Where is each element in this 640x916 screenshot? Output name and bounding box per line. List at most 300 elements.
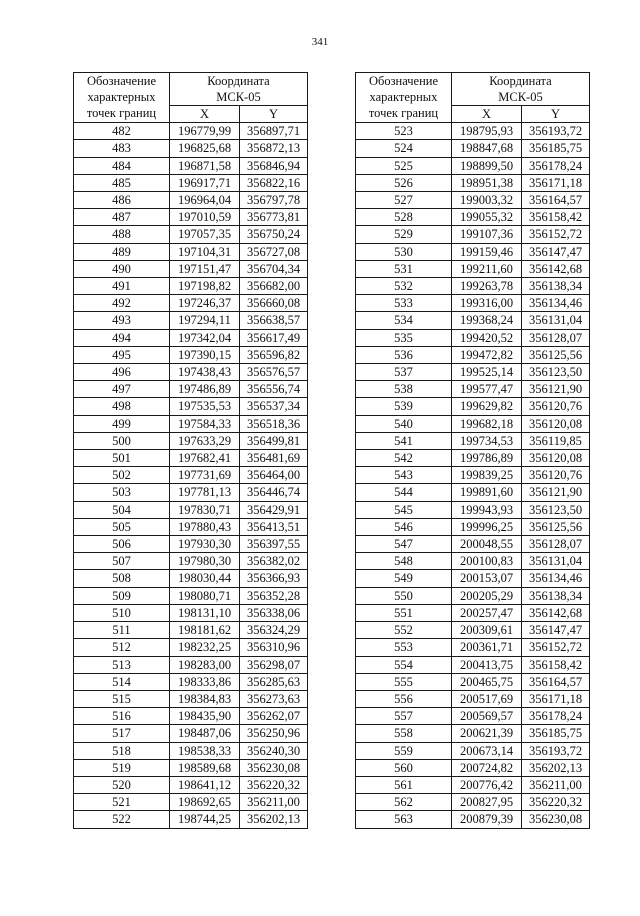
table-row [74, 725, 308, 742]
header-x: X [452, 106, 522, 123]
point-id-cell: 515 [74, 690, 170, 707]
table-row [356, 243, 590, 260]
table-row [356, 553, 590, 570]
coord-y-cell: 356123,50 [522, 501, 590, 518]
coord-y-cell: 356660,08 [240, 295, 308, 312]
point-id-cell: 537 [356, 364, 452, 381]
coord-y-cell: 356846,94 [240, 157, 308, 174]
coord-x-cell: 196871,58 [170, 157, 240, 174]
coord-x-cell: 199734,53 [452, 432, 522, 449]
coord-y-cell: 356310,96 [240, 639, 308, 656]
table-row [356, 415, 590, 432]
point-id-cell: 548 [356, 553, 452, 570]
coord-y-cell: 356230,08 [522, 811, 590, 828]
coord-y-cell: 356120,08 [522, 450, 590, 467]
point-id-cell: 541 [356, 432, 452, 449]
point-id-cell: 554 [356, 656, 452, 673]
coord-x-cell: 197438,43 [170, 364, 240, 381]
coord-x-cell: 200569,57 [452, 708, 522, 725]
table-row [74, 570, 308, 587]
table-row [74, 432, 308, 449]
coord-y-cell: 356178,24 [522, 708, 590, 725]
coord-y-cell: 356727,08 [240, 243, 308, 260]
coord-y-cell: 356556,74 [240, 381, 308, 398]
coord-x-cell: 199003,32 [452, 192, 522, 209]
table-row [356, 570, 590, 587]
coord-x-cell: 198795,93 [452, 123, 522, 140]
table-row [74, 243, 308, 260]
point-id-cell: 543 [356, 467, 452, 484]
point-id-cell: 544 [356, 484, 452, 501]
coord-x-cell: 200827,95 [452, 794, 522, 811]
point-id-cell: 508 [74, 570, 170, 587]
coord-x-cell: 200879,39 [452, 811, 522, 828]
coord-x-cell: 199055,32 [452, 209, 522, 226]
table-row [356, 278, 590, 295]
point-id-cell: 523 [356, 123, 452, 140]
point-id-cell: 514 [74, 673, 170, 690]
table-row [356, 295, 590, 312]
header-coordinate-group [452, 73, 590, 106]
coord-x-cell: 199682,18 [452, 415, 522, 432]
point-id-cell: 510 [74, 604, 170, 621]
point-id-cell: 553 [356, 639, 452, 656]
coordinates-table-right [355, 72, 590, 829]
coord-x-cell: 198951,38 [452, 174, 522, 191]
point-id-cell: 518 [74, 742, 170, 759]
coord-y-cell: 356147,47 [522, 622, 590, 639]
point-id-cell: 502 [74, 467, 170, 484]
table-row [74, 776, 308, 793]
coord-x-cell: 197486,89 [170, 381, 240, 398]
point-id-cell: 529 [356, 226, 452, 243]
coord-y-cell: 356429,91 [240, 501, 308, 518]
coord-y-cell: 356822,16 [240, 174, 308, 191]
point-id-cell: 559 [356, 742, 452, 759]
coord-y-cell: 356499,81 [240, 432, 308, 449]
point-id-cell: 503 [74, 484, 170, 501]
point-id-cell: 551 [356, 604, 452, 621]
point-id-cell: 531 [356, 260, 452, 277]
coord-y-cell: 356120,76 [522, 398, 590, 415]
coord-y-cell: 356138,34 [522, 587, 590, 604]
coord-x-cell: 197930,30 [170, 536, 240, 553]
table-row [74, 415, 308, 432]
point-id-cell: 552 [356, 622, 452, 639]
coord-x-cell: 199943,93 [452, 501, 522, 518]
coord-y-cell: 356125,56 [522, 518, 590, 535]
coord-y-cell: 356682,00 [240, 278, 308, 295]
table-row [74, 708, 308, 725]
coord-y-cell: 356120,08 [522, 415, 590, 432]
table-row [74, 398, 308, 415]
coord-x-cell: 197682,41 [170, 450, 240, 467]
coord-y-cell: 356119,85 [522, 432, 590, 449]
coord-y-cell: 356202,13 [240, 811, 308, 828]
coord-y-cell: 356134,46 [522, 295, 590, 312]
table-row [74, 295, 308, 312]
point-id-cell: 539 [356, 398, 452, 415]
point-id-cell: 517 [74, 725, 170, 742]
point-id-cell: 482 [74, 123, 170, 140]
header-point-label-line: Обозначение [86, 74, 157, 88]
point-id-cell: 557 [356, 708, 452, 725]
point-id-cell: 556 [356, 690, 452, 707]
table-row [356, 622, 590, 639]
coord-x-cell: 198692,65 [170, 794, 240, 811]
header-y: Y [522, 106, 590, 123]
point-id-cell: 483 [74, 140, 170, 157]
point-id-cell: 486 [74, 192, 170, 209]
coord-y-cell: 356518,36 [240, 415, 308, 432]
point-id-cell: 494 [74, 329, 170, 346]
table-row [356, 398, 590, 415]
table-row [74, 759, 308, 776]
coord-y-cell: 356142,68 [522, 604, 590, 621]
coord-x-cell: 199577,47 [452, 381, 522, 398]
table-row [356, 312, 590, 329]
table-row [356, 742, 590, 759]
coord-x-cell: 199629,82 [452, 398, 522, 415]
point-id-cell: 501 [74, 450, 170, 467]
point-id-cell: 496 [74, 364, 170, 381]
header-coordinate-line: Координата [489, 74, 552, 88]
coord-y-cell: 356285,63 [240, 673, 308, 690]
point-id-cell: 489 [74, 243, 170, 260]
table-row [356, 174, 590, 191]
table-row [74, 260, 308, 277]
table-row [356, 260, 590, 277]
coord-x-cell: 198131,10 [170, 604, 240, 621]
coord-x-cell: 199839,25 [452, 467, 522, 484]
point-id-cell: 524 [356, 140, 452, 157]
coord-x-cell: 196917,71 [170, 174, 240, 191]
header-point-label [356, 73, 452, 123]
point-id-cell: 533 [356, 295, 452, 312]
coord-y-cell: 356131,04 [522, 312, 590, 329]
point-id-cell: 545 [356, 501, 452, 518]
point-id-cell: 509 [74, 587, 170, 604]
coord-x-cell: 200413,75 [452, 656, 522, 673]
coord-x-cell: 198232,25 [170, 639, 240, 656]
point-id-cell: 491 [74, 278, 170, 295]
coord-y-cell: 356164,57 [522, 192, 590, 209]
point-id-cell: 542 [356, 450, 452, 467]
point-id-cell: 490 [74, 260, 170, 277]
coord-x-cell: 199786,89 [452, 450, 522, 467]
point-id-cell: 540 [356, 415, 452, 432]
coord-x-cell: 200309,61 [452, 622, 522, 639]
point-id-cell: 534 [356, 312, 452, 329]
table-row [356, 450, 590, 467]
table-row [356, 794, 590, 811]
coord-x-cell: 200724,82 [452, 759, 522, 776]
table-row [74, 656, 308, 673]
coord-x-cell: 198538,33 [170, 742, 240, 759]
header-point-label [74, 73, 170, 123]
coord-y-cell: 356123,50 [522, 364, 590, 381]
point-id-cell: 528 [356, 209, 452, 226]
table-row [356, 192, 590, 209]
coord-x-cell: 197390,15 [170, 346, 240, 363]
point-id-cell: 492 [74, 295, 170, 312]
coord-x-cell: 198181,62 [170, 622, 240, 639]
table-row [74, 587, 308, 604]
coord-y-cell: 356250,96 [240, 725, 308, 742]
coord-y-cell: 356131,04 [522, 553, 590, 570]
coord-x-cell: 199996,25 [452, 518, 522, 535]
table-row [356, 587, 590, 604]
coord-y-cell: 356273,63 [240, 690, 308, 707]
point-id-cell: 498 [74, 398, 170, 415]
table-row [356, 536, 590, 553]
table-row [356, 759, 590, 776]
table-row [74, 518, 308, 535]
table-row [356, 708, 590, 725]
coord-x-cell: 198641,12 [170, 776, 240, 793]
coord-x-cell: 200465,75 [452, 673, 522, 690]
coord-x-cell: 199420,52 [452, 329, 522, 346]
point-id-cell: 546 [356, 518, 452, 535]
header-point-label-line: точек границ [368, 106, 439, 120]
header-y: Y [240, 106, 308, 123]
coord-y-cell: 356240,30 [240, 742, 308, 759]
table-row [74, 140, 308, 157]
coord-x-cell: 196825,68 [170, 140, 240, 157]
header-coordinate-group [170, 73, 308, 106]
coord-x-cell: 198030,44 [170, 570, 240, 587]
coord-y-cell: 356152,72 [522, 226, 590, 243]
coord-x-cell: 197198,82 [170, 278, 240, 295]
coord-y-cell: 356750,24 [240, 226, 308, 243]
table-row [74, 450, 308, 467]
point-id-cell: 563 [356, 811, 452, 828]
coord-y-cell: 356185,75 [522, 140, 590, 157]
table-row [356, 725, 590, 742]
table-row [74, 467, 308, 484]
table-row [74, 484, 308, 501]
coord-y-cell: 356352,28 [240, 587, 308, 604]
coord-y-cell: 356220,32 [240, 776, 308, 793]
point-id-cell: 535 [356, 329, 452, 346]
coord-x-cell: 198384,83 [170, 690, 240, 707]
table-row [356, 226, 590, 243]
point-id-cell: 485 [74, 174, 170, 191]
table-row [356, 140, 590, 157]
coord-x-cell: 198487,06 [170, 725, 240, 742]
coord-y-cell: 356185,75 [522, 725, 590, 742]
table-row [356, 209, 590, 226]
table-row [356, 381, 590, 398]
point-id-cell: 550 [356, 587, 452, 604]
point-id-cell: 497 [74, 381, 170, 398]
table-row [356, 123, 590, 140]
coord-x-cell: 199472,82 [452, 346, 522, 363]
table-row [74, 381, 308, 398]
table-row [74, 604, 308, 621]
coord-y-cell: 356382,02 [240, 553, 308, 570]
coord-x-cell: 197731,69 [170, 467, 240, 484]
coord-y-cell: 356128,07 [522, 536, 590, 553]
point-id-cell: 495 [74, 346, 170, 363]
coord-x-cell: 200361,71 [452, 639, 522, 656]
coord-x-cell: 198080,71 [170, 587, 240, 604]
point-id-cell: 500 [74, 432, 170, 449]
coord-x-cell: 197535,53 [170, 398, 240, 415]
coord-y-cell: 356298,07 [240, 656, 308, 673]
table-row [356, 329, 590, 346]
coord-y-cell: 356413,51 [240, 518, 308, 535]
coord-y-cell: 356704,34 [240, 260, 308, 277]
point-id-cell: 525 [356, 157, 452, 174]
coord-y-cell: 356230,08 [240, 759, 308, 776]
table-row [356, 690, 590, 707]
coord-y-cell: 356164,57 [522, 673, 590, 690]
coord-y-cell: 356138,34 [522, 278, 590, 295]
coord-x-cell: 197584,33 [170, 415, 240, 432]
coord-y-cell: 356324,29 [240, 622, 308, 639]
point-id-cell: 513 [74, 656, 170, 673]
coord-x-cell: 199211,60 [452, 260, 522, 277]
coord-y-cell: 356576,57 [240, 364, 308, 381]
coord-x-cell: 198589,68 [170, 759, 240, 776]
table-row [356, 157, 590, 174]
coord-y-cell: 356171,18 [522, 690, 590, 707]
coord-x-cell: 199525,14 [452, 364, 522, 381]
coord-y-cell: 356121,90 [522, 484, 590, 501]
table-row [74, 690, 308, 707]
coord-y-cell: 356464,00 [240, 467, 308, 484]
point-id-cell: 488 [74, 226, 170, 243]
coord-y-cell: 356134,46 [522, 570, 590, 587]
point-id-cell: 521 [74, 794, 170, 811]
table-row [356, 639, 590, 656]
table-row [356, 484, 590, 501]
coord-y-cell: 356773,81 [240, 209, 308, 226]
point-id-cell: 519 [74, 759, 170, 776]
coordinates-table-left [73, 72, 308, 829]
point-id-cell: 527 [356, 192, 452, 209]
coord-x-cell: 199316,00 [452, 295, 522, 312]
point-id-cell: 547 [356, 536, 452, 553]
point-id-cell: 530 [356, 243, 452, 260]
table-row [74, 553, 308, 570]
point-id-cell: 538 [356, 381, 452, 398]
header-coordinate-line: Координата [207, 74, 270, 88]
point-id-cell: 561 [356, 776, 452, 793]
coord-y-cell: 356397,55 [240, 536, 308, 553]
point-id-cell: 520 [74, 776, 170, 793]
table-row [356, 776, 590, 793]
coord-y-cell: 356193,72 [522, 742, 590, 759]
table-row [74, 174, 308, 191]
coord-x-cell: 199891,60 [452, 484, 522, 501]
coord-x-cell: 198899,50 [452, 157, 522, 174]
coord-x-cell: 200776,42 [452, 776, 522, 793]
coord-x-cell: 199263,78 [452, 278, 522, 295]
point-id-cell: 522 [74, 811, 170, 828]
table-row [356, 346, 590, 363]
point-id-cell: 560 [356, 759, 452, 776]
point-id-cell: 555 [356, 673, 452, 690]
table-row [74, 742, 308, 759]
coord-y-cell: 356481,69 [240, 450, 308, 467]
table-row [74, 209, 308, 226]
coord-x-cell: 198847,68 [452, 140, 522, 157]
coord-y-cell: 356211,00 [240, 794, 308, 811]
coord-x-cell: 198333,86 [170, 673, 240, 690]
coord-y-cell: 356797,78 [240, 192, 308, 209]
coord-x-cell: 197830,71 [170, 501, 240, 518]
coord-y-cell: 356158,42 [522, 209, 590, 226]
coord-y-cell: 356366,93 [240, 570, 308, 587]
coord-x-cell: 199159,46 [452, 243, 522, 260]
point-id-cell: 549 [356, 570, 452, 587]
coord-y-cell: 356220,32 [522, 794, 590, 811]
point-id-cell: 507 [74, 553, 170, 570]
coord-x-cell: 198283,00 [170, 656, 240, 673]
coord-y-cell: 356617,49 [240, 329, 308, 346]
header-coordinate-line: МСК-05 [498, 90, 543, 104]
coord-x-cell: 200205,29 [452, 587, 522, 604]
coord-x-cell: 196779,99 [170, 123, 240, 140]
coord-x-cell: 199107,36 [452, 226, 522, 243]
table-row [356, 811, 590, 828]
point-id-cell: 505 [74, 518, 170, 535]
coord-x-cell: 197781,13 [170, 484, 240, 501]
point-id-cell: 504 [74, 501, 170, 518]
coord-y-cell: 356211,00 [522, 776, 590, 793]
coord-y-cell: 356193,72 [522, 123, 590, 140]
header-x: X [170, 106, 240, 123]
coord-y-cell: 356152,72 [522, 639, 590, 656]
header-coordinate-line: МСК-05 [216, 90, 261, 104]
coord-y-cell: 356120,76 [522, 467, 590, 484]
table-row [356, 364, 590, 381]
table-row [356, 467, 590, 484]
coord-y-cell: 356872,13 [240, 140, 308, 157]
table-row [74, 329, 308, 346]
header-point-label-line: точек границ [86, 106, 157, 120]
coord-x-cell: 197246,37 [170, 295, 240, 312]
coord-y-cell: 356128,07 [522, 329, 590, 346]
coord-x-cell: 197342,04 [170, 329, 240, 346]
table-row [74, 364, 308, 381]
table-row [356, 518, 590, 535]
coord-y-cell: 356262,07 [240, 708, 308, 725]
point-id-cell: 558 [356, 725, 452, 742]
page-number: 341 [311, 36, 329, 48]
table-row [74, 192, 308, 209]
table-row [74, 312, 308, 329]
coord-x-cell: 197880,43 [170, 518, 240, 535]
table-row [74, 811, 308, 828]
table-row [74, 346, 308, 363]
point-id-cell: 493 [74, 312, 170, 329]
coord-y-cell: 356121,90 [522, 381, 590, 398]
coord-y-cell: 356178,24 [522, 157, 590, 174]
table-row [356, 656, 590, 673]
coord-x-cell: 197057,35 [170, 226, 240, 243]
header-point-label-line: Обозначение [368, 74, 439, 88]
table-row [356, 604, 590, 621]
point-id-cell: 512 [74, 639, 170, 656]
table-row [74, 622, 308, 639]
coord-y-cell: 356142,68 [522, 260, 590, 277]
table-row [74, 278, 308, 295]
point-id-cell: 536 [356, 346, 452, 363]
coord-x-cell: 198435,90 [170, 708, 240, 725]
